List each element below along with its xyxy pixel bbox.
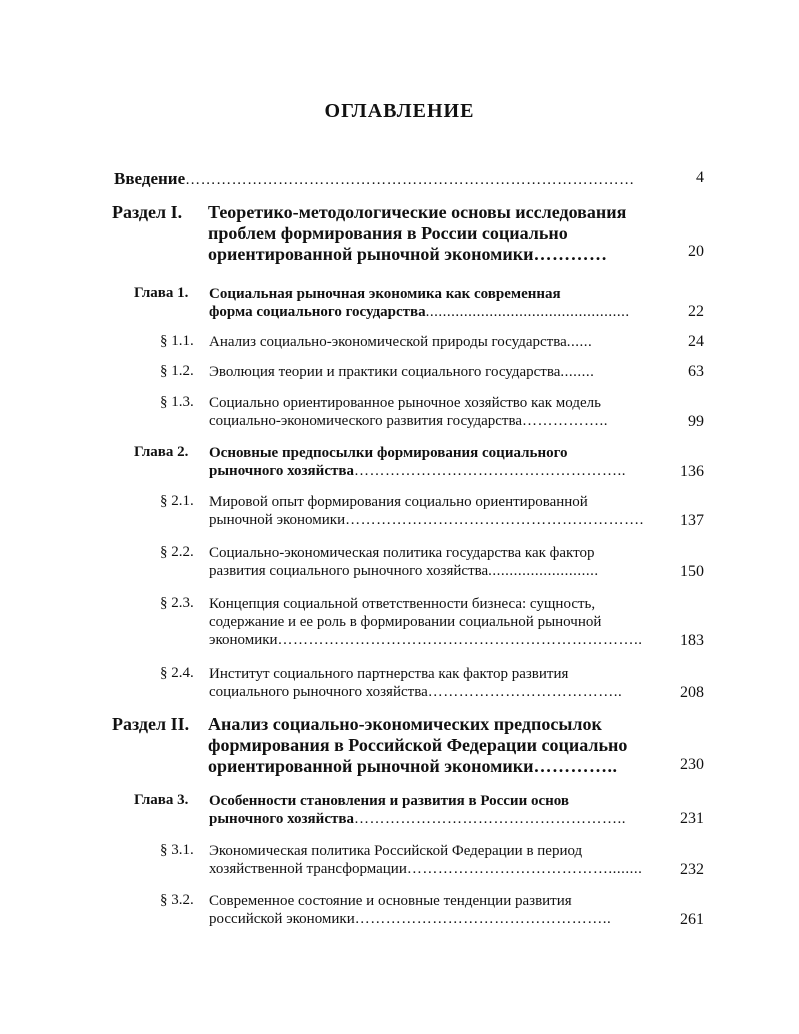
toc-entry-label: § 3.1.: [160, 842, 194, 858]
toc-entry-label: § 2.3.: [160, 595, 194, 611]
toc-entry-line: Социально ориентированное рыночное хозяйство как модель: [209, 395, 601, 411]
toc-entry-line: Современное состояние и основные тенденции развития: [209, 893, 572, 909]
toc-entry-line: Эволюция теории и практики социального государства: [209, 364, 561, 380]
toc-entry-label: § 3.2.: [160, 892, 194, 908]
toc-entry-line: Анализ социально-экономической природы государства: [209, 334, 567, 350]
toc-page-number: 136: [680, 463, 704, 480]
leader-dots: …………: [533, 244, 608, 264]
toc-entry-line: социального рыночного хозяйства: [209, 684, 428, 700]
toc-page-number: 183: [680, 632, 704, 649]
leader-dots: ……………………………………………..: [353, 463, 626, 479]
toc-page-number: 150: [680, 563, 704, 580]
toc-entry-line: Социальная рыночная экономика как современная: [209, 286, 561, 302]
toc-entry-line: экономики: [209, 632, 278, 648]
toc-page-number: 24: [688, 333, 704, 350]
leader-dots: …………..: [533, 756, 618, 776]
toc-entry-line: проблем формирования в России социально: [208, 223, 568, 243]
leader-dots: ........: [560, 364, 595, 380]
toc-entry-line: Анализ социально-экономических предпосылок: [208, 714, 602, 734]
toc-entry-label: § 1.3.: [160, 394, 194, 410]
toc-entry-label: Введение: [114, 169, 186, 188]
leader-dots: ……………………………………………………………………………: [185, 172, 635, 188]
toc-entry-line: ориентированной рыночной экономики: [208, 756, 534, 776]
toc-entry-line: Особенности становления и развития в России основ: [209, 793, 569, 809]
toc-entry-line: Институт социального партнерства как фактор развития: [209, 666, 569, 682]
toc-entry-line: формирования в Российской Федерации социально: [208, 735, 628, 755]
toc-page-number: 230: [680, 756, 704, 773]
leader-dots: ………………………………..: [427, 684, 623, 700]
toc-entry-line: рыночного хозяйства: [209, 811, 354, 827]
leader-dots: ……………………………………………………………..: [277, 632, 643, 648]
toc-page-number: 20: [688, 243, 704, 260]
toc-entry-line: Мировой опыт формирования социально ориентированной: [209, 494, 588, 510]
toc-entry-label: Глава 1.: [134, 285, 189, 301]
toc-entry-line: социально-экономического развития государства: [209, 413, 523, 429]
toc-entry-label: Глава 3.: [134, 792, 189, 808]
toc-entry-label: § 2.4.: [160, 665, 194, 681]
toc-page-number: 261: [680, 911, 704, 928]
toc-entry-label: § 2.1.: [160, 493, 194, 509]
toc-entry-label: § 1.1.: [160, 333, 194, 349]
toc-page-number: 137: [680, 512, 704, 529]
toc-entry-line: Экономическая политика Российской Федерации в период: [209, 843, 583, 859]
leader-dots: ..........................: [488, 563, 599, 579]
leader-dots: ………………………………………………….: [345, 512, 644, 528]
toc-page-number: 63: [688, 363, 704, 380]
leader-dots: …………………………………………..: [354, 911, 612, 927]
toc-entry-label: Раздел II.: [112, 714, 190, 734]
toc-page-number: 232: [680, 861, 704, 878]
toc-entry-line: хозяйственной трансформации: [209, 861, 407, 877]
toc-page-number: 231: [680, 810, 704, 827]
leader-dots: ......: [566, 334, 593, 350]
leader-dots: …………………………………........: [406, 861, 643, 877]
toc-entry-line: ориентированной рыночной экономики: [208, 244, 534, 264]
leader-dots: ……………..: [522, 413, 609, 429]
toc-entry-line: Основные предпосылки формирования социального: [209, 445, 568, 461]
toc-entry-label: § 2.2.: [160, 544, 194, 560]
toc-entry-line: Социально-экономическая политика государства как фактор: [209, 545, 595, 561]
toc-entry-line: форма социального государства: [209, 304, 426, 320]
leader-dots: ……………………………………………..: [353, 811, 626, 827]
toc-entry-label: Глава 2.: [134, 444, 189, 460]
toc-entry-line: содержание и ее роль в формировании социальной рыночной: [209, 614, 602, 630]
leader-dots: ................................................: [425, 304, 630, 320]
toc-entry-label: § 1.2.: [160, 363, 194, 379]
toc-entry-line: Концепция социальной ответственности бизнеса: сущность,: [209, 596, 596, 612]
toc-entry-line: Теоретико-методологические основы исследования: [208, 202, 627, 222]
toc-page-number: 4: [696, 169, 704, 186]
toc-entry-line: развития социального рыночного хозяйства: [209, 563, 489, 579]
toc-entry-label: Раздел I.: [112, 202, 183, 222]
toc-entry-line: российской экономики: [209, 911, 355, 927]
toc-page-number: 99: [688, 413, 704, 430]
toc-entry-line: рыночного хозяйства: [209, 463, 354, 479]
toc-entry-line: рыночной экономики: [209, 512, 346, 528]
toc-page-number: 22: [688, 303, 704, 320]
page-title: ОГЛАВЛЕНИЕ: [324, 100, 475, 122]
toc-page-number: 208: [680, 684, 704, 701]
